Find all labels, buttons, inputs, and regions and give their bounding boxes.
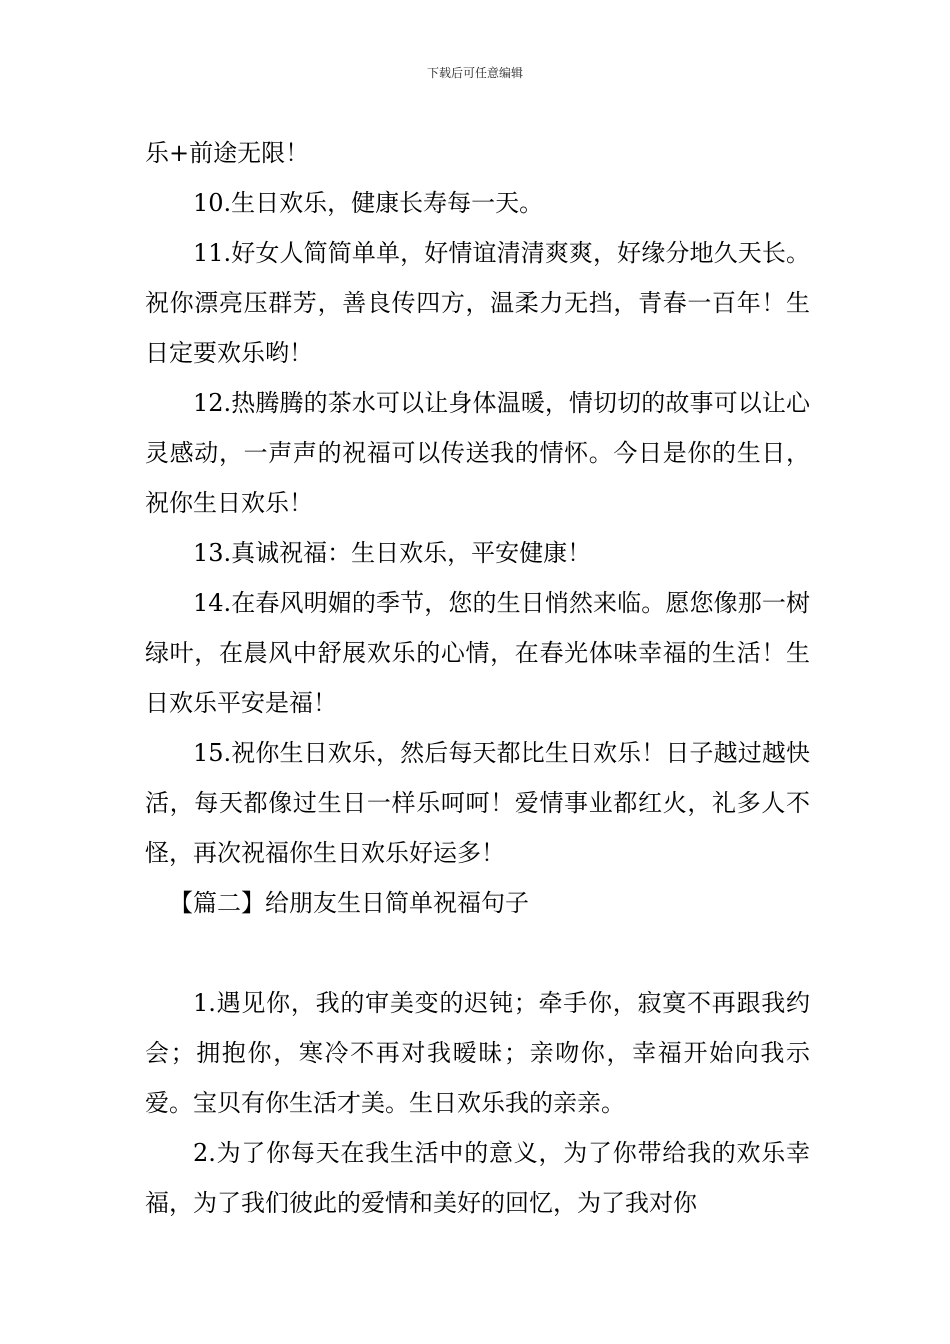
- wish-item-14: 14.在春风明媚的季节，您的生日悄然来临。愿您像那一树绿叶，在晨风中舒展欢乐的心情，在春光体味幸福的生活！生日欢乐平安是福！: [145, 589, 810, 717]
- document-body: [145, 128, 810, 1228]
- wish-item-2: 2.为了你每天在我生活中的意义，为了你带给我的欢乐幸福，为了我们彼此的爱情和美好的回忆，为了我对你: [145, 1139, 810, 1217]
- wish-item-13: 13.真诚祝福：生日欢乐，平安健康！: [193, 539, 592, 567]
- section-heading: 【篇二】给朋友生日简单祝福句子: [169, 889, 529, 917]
- wish-item-1: 1.遇见你，我的审美变的迟钝；牵手你，寂寞不再跟我约会；拥抱你，寒冷不再对我暧昧；亲吻你，幸福开始向我示爱。宝贝有你生活才美。生日欢乐我的亲亲。: [145, 989, 810, 1117]
- wish-item-15: 15.祝你生日欢乐，然后每天都比生日欢乐！日子越过越快活，每天都像过生日一样乐呵呵！爱情事业都红火，礼多人不怪，再次祝福你生日欢乐好运多！: [145, 739, 810, 867]
- continuation-paragraph: 乐+前途无限！: [145, 139, 310, 167]
- wish-item-11: 11.好女人简简单单，好情谊清清爽爽，好缘分地久天长。祝你漂亮压群芳，善良传四方，温柔力无挡，青春一百年！生日定要欢乐哟！: [145, 239, 810, 367]
- wish-item-10: 10.生日欢乐，健康长寿每一天。: [193, 189, 544, 217]
- section-spacer: [145, 928, 810, 978]
- page-header-note: 下载后可任意编辑: [426, 66, 523, 80]
- wish-item-12: 12.热腾腾的茶水可以让身体温暖，情切切的故事可以让心灵感动，一声声的祝福可以传送我的情怀。今日是你的生日，祝你生日欢乐！: [145, 389, 810, 517]
